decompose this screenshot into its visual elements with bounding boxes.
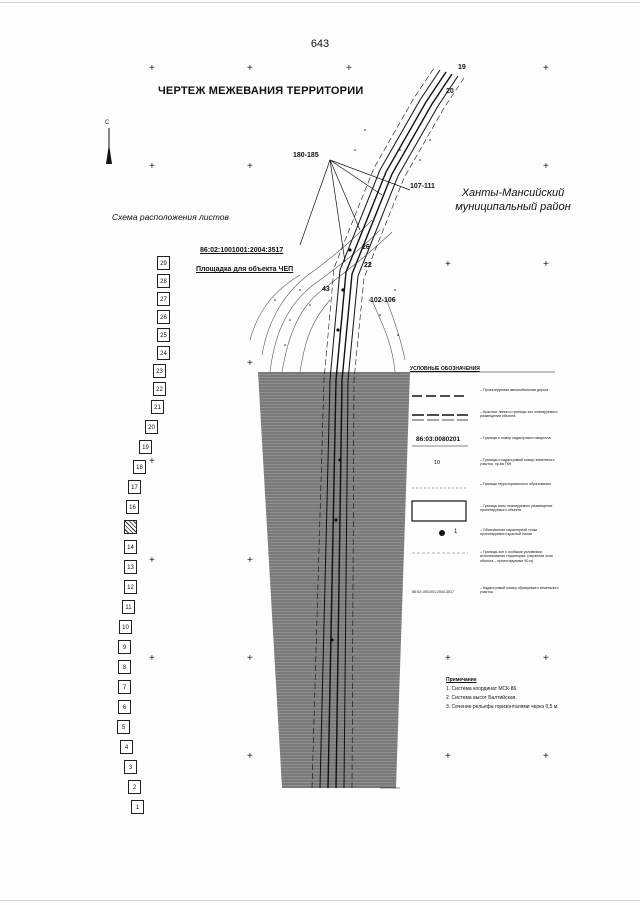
cross-mark: + [445,653,451,664]
cross-mark: + [543,63,549,74]
sheet-15 [124,520,137,534]
legend-text: – Кадастровый номер образуемого земельного участка [480,586,559,595]
cross-mark: + [149,161,155,172]
cross-mark: + [247,161,253,172]
sheet-5: 5 [117,720,130,734]
sheet-17: 17 [128,480,141,494]
legend-text: – Границы зон с особыми условиями использования территории: (охранная зона объекта – проектируемые 50 м) [480,550,553,563]
north-arrow-label: С [105,120,110,126]
drawing-title: ЧЕРТЕЖ МЕЖЕВАНИЯ ТЕРРИТОРИИ [158,85,364,97]
sheet-7: 7 [118,680,131,694]
page-number: 643 [310,38,330,50]
legend-item-land-plot [410,456,560,474]
sheet-2: 2 [128,780,141,794]
contour-lines [250,220,405,372]
region-line-2: муниципальный район [455,201,571,213]
legend [410,366,560,595]
sheet-20: 20 [145,420,158,434]
legend-text: – Граница зоны планируемого размещения проектируемого объекта [480,504,553,513]
sheet-23: 23 [153,364,166,378]
legend-text: – Проектируемая автомобильная дорога [480,388,549,392]
legend-item-territorial-boundary [410,480,560,498]
region-label [438,186,588,214]
cross-mark: + [149,456,155,467]
sheet-24: 24 [157,346,170,360]
cross-mark: + [543,751,549,762]
sheet-25: 25 [157,328,170,342]
cross-mark: + [149,63,155,74]
cross-mark: + [543,161,549,172]
note-item: 2. Система высот Балтийская. [446,695,517,701]
cross-mark: + [247,653,253,664]
sheet-10: 10 [119,620,132,634]
legend-symbol: 10 [434,460,441,466]
legend-text: – Обозначение характерной точки проектируемого красной линии [480,528,538,537]
point-label-20: 20 [446,88,454,95]
cadastral-number-label: 86:02:1001001:2004:3517 [200,247,284,254]
cross-mark: + [445,751,451,762]
site-label: Площадка для объекта ЧЕП [196,266,294,273]
legend-text: – Границы и кадастровый номер земельного участка, пр-ва ГКН [480,458,555,467]
point-label-180-185: 180-185 [293,152,319,159]
shaded-survey-area [258,372,410,788]
legend-item-special-zone [410,548,560,566]
note-item: 3. Сечение рельефа горизонталями через 0,5 м. [446,704,559,710]
note-item: 1. Система координат МСК-86. [446,686,518,692]
legend-item-red-lines [410,408,560,426]
point-label-107-111: 107-111 [410,183,435,190]
cross-mark: + [247,751,253,762]
legend-item-road [410,386,560,404]
sheet-14: 14 [124,540,137,554]
sheet-11: 11 [122,600,135,614]
survey-branch-lines [300,160,410,262]
sheet-13: 13 [124,560,137,574]
sheet-21: 21 [151,400,164,414]
cross-mark: + [149,555,155,566]
point-label-26: 26 [362,244,370,251]
legend-item-formed-plot [410,584,560,602]
sheet-6: 6 [118,700,131,714]
notes [446,676,596,712]
sheet-1: 1 [131,800,144,814]
cross-mark: + [247,63,253,74]
sheet-4: 4 [120,740,133,754]
point-label-19: 19 [458,64,466,71]
legend-text: – Граница и номер кадастрового квартала [480,436,551,440]
point-label-22: 22 [364,262,372,269]
legend-item-placement-zone [410,502,560,520]
sheet-16: 16 [126,500,139,514]
sheet-9: 9 [118,640,131,654]
cross-mark: + [543,653,549,664]
sheet-3: 3 [124,760,137,774]
sheet-18: 18 [133,460,146,474]
cross-mark: + [346,63,352,74]
notes-title: Примечание [446,677,477,683]
cross-mark: + [543,259,549,270]
point-label-102-106: 102-106 [370,297,396,304]
legend-item-characteristic-point [410,526,560,544]
sheet-scheme-title: Схема расположения листов [112,212,229,222]
sheet-27: 27 [157,292,170,306]
point-label-43: 43 [322,286,330,293]
cross-mark: + [247,358,253,369]
cross-mark: + [445,259,451,270]
region-line-1: Ханты-Мансийский [461,187,565,199]
legend-item-cadastral-quarter [410,434,560,452]
sheet-8: 8 [118,660,131,674]
cross-mark: + [247,555,253,566]
sheet-22: 22 [153,382,166,396]
sheet-12: 12 [124,580,137,594]
legend-title: УСЛОВНЫЕ ОБОЗНАЧЕНИЯ [410,366,480,372]
cross-mark: + [149,653,155,664]
legend-symbol: 1 [454,529,458,535]
sheet-28: 28 [157,274,170,288]
sheet-29: 29 [157,256,170,270]
legend-text: – Граница территориального образования [480,482,551,486]
legend-symbol: 86:03:0080201 [416,436,461,443]
legend-symbol: 86:02:1001001:2004:3517 [412,590,454,594]
sheet-19: 19 [139,440,152,454]
legend-text: – Красные линии и границы зон планируемого размещения объекта [480,410,558,419]
sheet-26: 26 [157,310,170,324]
